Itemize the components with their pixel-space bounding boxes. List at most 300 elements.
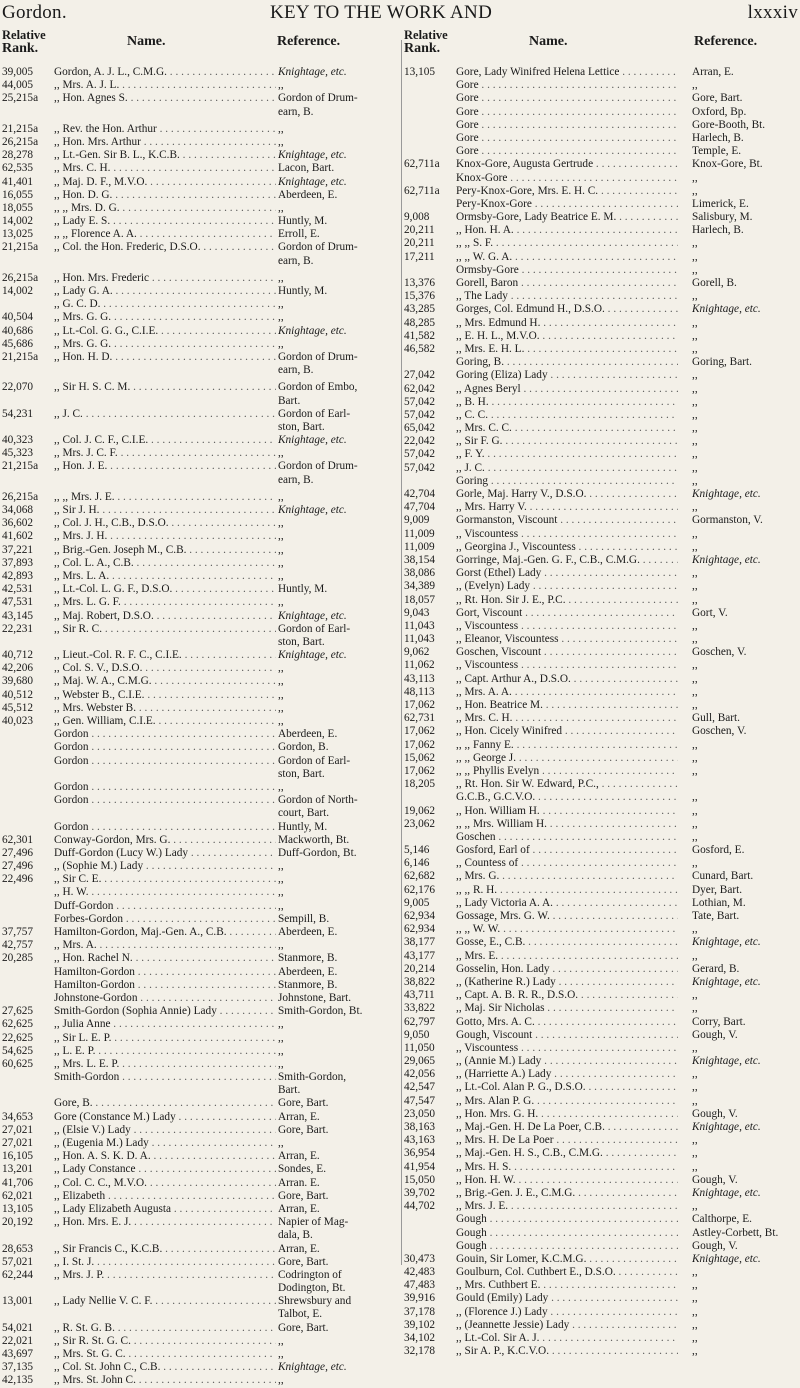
- entry-reference: Knightage, etc.: [692, 1186, 761, 1199]
- entry-reference: Knightage, etc.: [692, 303, 761, 316]
- entry-reference: Aberdeen, E.: [278, 728, 338, 741]
- entry-rank: 45,512: [2, 701, 34, 714]
- entry-row: [2, 189, 394, 202]
- entry-name: ,, Mrs. H. De La Poer . . .: [456, 1134, 678, 1147]
- entry-reference-continuation: [2, 395, 394, 408]
- entry-name: Goring, B. . . .: [456, 356, 678, 369]
- entry-row: [2, 149, 394, 162]
- entry-rank: 38,163: [404, 1121, 436, 1133]
- entry-name: ,, Col. St. John C., C.B. . . .: [54, 1361, 276, 1374]
- entry-name: ,, Lt.-Col. G. G., C.I.E. . . .: [54, 325, 276, 338]
- entry-reference: ,,: [692, 422, 698, 435]
- entry-name: Gorringe, Maj.-Gen. G. F., C.B., C.M.G. . . .: [456, 554, 678, 567]
- entry-name: ,, Julia Anne . . .: [54, 1018, 276, 1031]
- entry-rank: 37,178: [404, 1305, 436, 1318]
- entry-name: Gort, Viscount . . .: [456, 607, 678, 620]
- entry-reference: Shrewsbury and: [278, 1295, 352, 1308]
- entry-name: Gotto, Mrs. A. C. . . .: [456, 1016, 678, 1029]
- entry-name: ,, Hon. Mrs. G. H. . . .: [456, 1108, 678, 1121]
- entry-name: ,, Mrs. Edmund H. . . .: [456, 317, 678, 330]
- entry-name: ,, Maj. Sir Nicholas . . .: [456, 1002, 678, 1015]
- entry-rank: 13,105: [2, 1202, 34, 1215]
- entry-name: Gorges, Col. Edmund H., D.S.O. . . .: [456, 303, 678, 316]
- entry-reference: ,,: [692, 316, 698, 329]
- entry-row: [404, 791, 796, 804]
- entry-name: ,, Brig.-Gen. Joseph M., C.B. . . .: [54, 544, 276, 557]
- entry-reference: ,,: [692, 751, 698, 764]
- entry-reference: ,,: [692, 1266, 698, 1279]
- entry-reference: Gore, Bart.: [692, 92, 743, 105]
- entry-reference-continuation: [2, 255, 394, 268]
- entry-rank: 39,102: [404, 1318, 436, 1331]
- entry-reference: Calthorpe, E.: [692, 1213, 752, 1226]
- entry-name: Ormsby-Gore, Lady Beatrice E. M. . . .: [456, 211, 678, 224]
- entry-row: [2, 610, 394, 623]
- entry-name: ,, ,, Mrs. D. G. . . .: [54, 202, 276, 215]
- entry-name: Smith-Gordon . . .: [54, 1071, 276, 1084]
- entry-reference: ,,: [692, 791, 698, 804]
- entry-rank: 9,005: [404, 896, 430, 909]
- entry-name: ,, I. St. J. . . .: [54, 1256, 276, 1269]
- entry-name: Gordon . . .: [54, 781, 276, 794]
- entry-name: Gordon, A. J. L., C.M.G. . . .: [54, 66, 276, 79]
- entry-reference: ,,: [278, 939, 284, 952]
- entry-name: ,, Maj. D. F., M.V.O. . . .: [54, 176, 276, 189]
- entry-name: Conway-Gordon, Mrs. G. . . .: [54, 834, 276, 847]
- entry-rank: 62,711a: [404, 158, 440, 171]
- entry-reference: ,,: [692, 764, 698, 777]
- entry-reference: Goschen, V.: [692, 725, 747, 738]
- entry-rank: 42,704: [404, 488, 436, 500]
- entry-row: [404, 1108, 796, 1121]
- entry-rank: 43,145: [2, 609, 34, 622]
- entry-name: ,, Sir L. E. P. . . .: [54, 1032, 276, 1045]
- entry-row: [404, 1068, 796, 1081]
- entry-reference: ,,: [278, 447, 284, 460]
- entry-reference: ,,: [278, 1348, 284, 1360]
- entry-reference: ,,: [692, 619, 698, 632]
- entry-reference: ,,: [692, 290, 698, 303]
- entry-reference: ,,: [692, 633, 698, 646]
- entry-rank: 13,105: [404, 66, 436, 78]
- entry-name: ,, C. C. . . .: [456, 409, 678, 422]
- entry-reference-line-2: ston, Bart.: [278, 635, 325, 648]
- entry-reference: Stanmore, B.: [278, 952, 338, 965]
- entry-reference: ,,: [692, 923, 698, 936]
- entry-rank: 62,682: [404, 870, 436, 883]
- entry-name: ,, ,, Florence A. A. . . .: [54, 228, 276, 241]
- entry-row: [404, 580, 796, 593]
- entry-row: [404, 237, 796, 250]
- entry-reference: Lacon, Bart.: [278, 162, 335, 175]
- entry-reference: ,,: [278, 675, 284, 688]
- entry-name: ,, G. C. D. . . .: [54, 298, 276, 311]
- entry-reference: Gore, Bart.: [278, 1321, 329, 1334]
- entry-reference: ,,: [692, 369, 698, 382]
- entry-row: [2, 1163, 394, 1176]
- entry-name: ,, (Annie M.) Lady . . .: [456, 1055, 678, 1068]
- entry-reference: ,,: [692, 461, 698, 474]
- entry-name: ,, R. St. G. B. . . .: [54, 1322, 276, 1335]
- entry-reference: Gough, V.: [692, 1107, 738, 1120]
- entry-name: ,, Lady E. S. . . .: [54, 215, 276, 228]
- entry-rank: 41,706: [2, 1176, 34, 1189]
- entry-name: Gosse, E., C.B. . . .: [456, 936, 678, 949]
- entry-reference: Erroll, E.: [278, 228, 320, 241]
- entry-row: [2, 460, 394, 473]
- entry-reference: Arran, E.: [692, 66, 734, 78]
- entry-rank: 40,504: [2, 311, 34, 324]
- entry-reference: ,,: [278, 701, 284, 714]
- entry-reference: Knightage, etc.: [278, 1361, 347, 1374]
- entry-reference: Gordon of North-: [278, 794, 358, 807]
- entry-reference: ,,: [692, 408, 698, 421]
- entry-reference-line-2: ston, Bart.: [278, 767, 325, 780]
- entry-row: [2, 491, 394, 504]
- entry-reference: ,,: [692, 435, 698, 448]
- entry-name: ,, Sir F. G. . . .: [456, 435, 678, 448]
- entry-row: [2, 1005, 394, 1018]
- entry-rank: 36,602: [2, 517, 34, 530]
- entry-reference: Knightage, etc.: [692, 936, 761, 949]
- entry-row: [404, 1187, 796, 1200]
- entry-rank: 57,042: [404, 408, 436, 421]
- entry-reference: ,,: [692, 527, 698, 540]
- entry-row: [2, 408, 394, 421]
- entry-reference: ,,: [692, 567, 698, 580]
- entry-row: [404, 172, 796, 185]
- entry-rank: 20,214: [404, 962, 436, 975]
- entry-reference: Knightage, etc.: [278, 66, 347, 78]
- entry-rank: 62,711a: [404, 184, 440, 197]
- entry-reference: ,,: [278, 517, 284, 530]
- entry-name: ,, Mrs. G. G. . . .: [54, 338, 276, 351]
- entry-reference: ,,: [692, 382, 698, 395]
- entry-reference: Arran, E.: [278, 1202, 320, 1215]
- reference-heading: Reference.: [277, 34, 341, 49]
- entry-row: [404, 554, 796, 567]
- entry-reference: Gort, V.: [692, 606, 728, 619]
- entry-reference: ,,: [692, 738, 698, 751]
- entry-row: [404, 936, 796, 949]
- entry-name: Gordon . . .: [54, 728, 276, 741]
- entry-name: ,, Capt. Arthur A., D.S.O. . . .: [456, 673, 678, 686]
- entry-row: [2, 1032, 394, 1045]
- entry-name: ,, (Sophie M.) Lady . . .: [54, 860, 276, 873]
- entry-reference: Huntly, M.: [278, 583, 328, 596]
- entry-reference: Sondes, E.: [278, 1163, 327, 1176]
- entry-rank: 54,231: [2, 407, 34, 420]
- entry-row: [2, 1216, 394, 1229]
- column-headings: [404, 28, 796, 66]
- entry-name: Gore . . .: [456, 106, 678, 119]
- entry-rank: 48,285: [404, 316, 436, 329]
- entry-rank: 27,496: [2, 860, 34, 873]
- entry-name: ,, Georgina J., Viscountess . . .: [456, 541, 678, 554]
- entry-row: [404, 725, 796, 738]
- entry-rank: 9,062: [404, 646, 430, 659]
- entry-row: [404, 1147, 796, 1160]
- entry-row: [404, 435, 796, 448]
- entry-reference: ,,: [278, 135, 284, 148]
- entry-rank: 15,376: [404, 290, 436, 303]
- entry-row: [2, 517, 394, 530]
- entry-reference: ,,: [692, 501, 698, 514]
- entry-reference-continuation: [2, 1282, 394, 1295]
- entry-name: ,, Mrs. L. E. P. . . .: [54, 1058, 276, 1071]
- entry-rank: 9,009: [404, 514, 430, 527]
- entry-rank: 40,512: [2, 688, 34, 701]
- right-entries: [404, 66, 796, 1358]
- entry-reference: ,,: [692, 949, 698, 962]
- entry-rank: 41,602: [2, 530, 34, 543]
- entry-row: [404, 1002, 796, 1015]
- entry-name: ,, Countess of . . .: [456, 857, 678, 870]
- entry-reference: Gull, Bart.: [692, 712, 741, 725]
- entry-rank: 45,323: [2, 447, 34, 460]
- entry-name: Hamilton-Gordon, Maj.-Gen. A., C.B. . . .: [54, 926, 276, 939]
- entry-rank: 43,177: [404, 949, 436, 962]
- entry-rank: 37,893: [2, 556, 34, 569]
- entry-reference: Napier of Mag-: [278, 1216, 349, 1229]
- entry-row: [404, 409, 796, 422]
- entry-row: [2, 1018, 394, 1031]
- entry-reference-line-2: ston, Bart.: [278, 420, 325, 433]
- entry-reference: Gordon of Drum-: [278, 350, 358, 363]
- entry-row: [404, 303, 796, 316]
- entry-row: [2, 715, 394, 728]
- entry-rank: 57,042: [404, 395, 436, 408]
- entry-reference: Gordon of Earl-: [278, 754, 351, 767]
- entry-reference: Gordon of Drum-: [278, 92, 358, 105]
- entry-row: [2, 741, 394, 754]
- entry-reference: ,,: [278, 596, 284, 609]
- entry-rank: 41,954: [404, 1160, 436, 1173]
- entry-reference: Gough, V.: [692, 1173, 738, 1186]
- entry-name: Gosselin, Hon. Lady . . .: [456, 963, 678, 976]
- entry-row: [404, 211, 796, 224]
- column-headings: [2, 28, 394, 66]
- entry-row: [2, 649, 394, 662]
- entry-rank: 37,757: [2, 926, 34, 938]
- entry-name: ,, Webster B., C.I.E. . . .: [54, 689, 276, 702]
- entry-row: [404, 1016, 796, 1029]
- entry-row: [404, 251, 796, 264]
- entry-row: [404, 369, 796, 382]
- entry-name: ,, Maj.-Gen. H. S., C.B., C.M.G. . . .: [456, 1147, 678, 1160]
- entry-row: [404, 475, 796, 488]
- entry-reference: Gordon of Embo,: [278, 381, 358, 394]
- entry-reference: ,,: [692, 79, 698, 92]
- entry-name: Gorell, Baron . . .: [456, 277, 678, 290]
- entry-rank: 44,702: [404, 1200, 436, 1213]
- entry-row: [404, 778, 796, 791]
- entry-row: [2, 325, 394, 338]
- entry-reference: ,,: [692, 263, 698, 276]
- entry-row: [404, 607, 796, 620]
- entry-reference: Gerard, B.: [692, 962, 740, 975]
- entry-row: [2, 123, 394, 136]
- entry-name: Gouin, Sir Lomer, K.C.M.G. . . .: [456, 1253, 678, 1266]
- entry-name: ,, Hon. Mrs. E. J. . . .: [54, 1216, 276, 1229]
- entry-rank: 47,483: [404, 1279, 436, 1292]
- entry-reference-continuation: [2, 1229, 394, 1242]
- entry-reference: ,,: [692, 1345, 698, 1358]
- entry-reference: ,,: [278, 873, 284, 886]
- entry-row: [404, 185, 796, 198]
- entry-rank: 43,697: [2, 1348, 34, 1360]
- entry-name: Smith-Gordon (Sophia Annie) Lady . . .: [54, 1005, 276, 1018]
- entry-rank: 13,001: [2, 1295, 34, 1308]
- entry-row: [404, 422, 796, 435]
- entry-row: [2, 689, 394, 702]
- entry-row: [2, 447, 394, 460]
- entry-name: ,, Sir A. P., K.C.V.O. . . .: [456, 1345, 678, 1358]
- entry-rank: 14,002: [2, 215, 34, 228]
- entry-reference-line-2: Bart.: [278, 394, 301, 407]
- entry-name: Gough . . .: [456, 1213, 678, 1226]
- entry-row: [2, 381, 394, 394]
- entry-reference: Gosford, E.: [692, 844, 745, 857]
- entry-row: [404, 66, 796, 79]
- entry-rank: 27,021: [2, 1137, 34, 1149]
- entry-rank: 18,055: [2, 201, 34, 214]
- entry-row: [2, 926, 394, 939]
- entry-row: [2, 202, 394, 215]
- entry-rank: 62,934: [404, 923, 436, 936]
- entry-reference: ,,: [692, 685, 698, 698]
- entry-rank: 21,215a: [2, 350, 39, 363]
- entry-name: ,, Mrs. E. H. L. . . .: [456, 343, 678, 356]
- entry-row: [404, 1029, 796, 1042]
- entry-name: Hamilton-Gordon . . .: [54, 966, 276, 979]
- entry-rank: 16,105: [2, 1150, 34, 1163]
- entry-reference: ,,: [692, 1332, 698, 1344]
- entry-row: [2, 530, 394, 543]
- entry-reference: ,,: [278, 530, 284, 543]
- entry-row: [404, 290, 796, 303]
- entry-row: [404, 1042, 796, 1055]
- entry-row: [2, 241, 394, 254]
- entry-reference: Stanmore, B.: [278, 978, 338, 991]
- entry-rank: 41,401: [2, 175, 34, 188]
- entry-row: [2, 979, 394, 992]
- entry-name: Ormsby-Gore . . .: [456, 264, 678, 277]
- entry-rank: 44,005: [2, 79, 34, 92]
- entry-row: [2, 966, 394, 979]
- entry-reference: Limerick, E.: [692, 197, 749, 210]
- entry-reference: Knightage, etc.: [278, 504, 347, 516]
- entry-rank: 38,154: [404, 553, 436, 566]
- entry-reference: Knightage, etc.: [278, 175, 347, 188]
- entry-rank: 34,102: [404, 1332, 436, 1344]
- entry-row: [404, 870, 796, 883]
- entry-reference-continuation: [2, 807, 394, 820]
- entry-row: [404, 528, 796, 541]
- entry-row: [2, 939, 394, 952]
- entry-row: [2, 781, 394, 794]
- entry-name: ,, Viscountess . . .: [456, 528, 678, 541]
- entry-row: [404, 1292, 796, 1305]
- entry-row: [2, 570, 394, 583]
- entry-row: [404, 356, 796, 369]
- entry-row: [2, 272, 394, 285]
- entry-name: ,, Col. J. C. F., C.I.E. . . .: [54, 434, 276, 447]
- entry-row: [404, 277, 796, 290]
- entry-name: ,, J. C. . . .: [54, 408, 276, 421]
- rank-heading: Relative: [404, 28, 448, 42]
- entry-row: [404, 158, 796, 171]
- entry-reference: Knightage, etc.: [278, 434, 347, 447]
- entry-name: Gough . . .: [456, 1240, 678, 1253]
- entry-name: Gordon . . .: [54, 741, 276, 754]
- entry-name: ,, Mrs. St. G. C. . . .: [54, 1348, 276, 1361]
- entry-reference: ,,: [692, 1305, 698, 1318]
- entry-name: ,, Sir C. E. . . .: [54, 873, 276, 886]
- entry-reference: Gough, V.: [692, 1028, 738, 1041]
- entry-row: [404, 1332, 796, 1345]
- entry-name: ,, Capt. A. B. R. R., D.S.O. . . .: [456, 989, 678, 1002]
- entry-row: [404, 343, 796, 356]
- entry-rank: 38,177: [404, 936, 436, 949]
- entry-rank: 38,822: [404, 975, 436, 988]
- entry-row: [404, 594, 796, 607]
- entry-name: ,, Mrs. Alan P. G. . . .: [456, 1095, 678, 1108]
- entry-name: Knox-Gore . . .: [456, 172, 678, 185]
- entry-row: [404, 514, 796, 527]
- entry-reference: Knightage, etc.: [692, 1252, 761, 1265]
- entry-row: [2, 1361, 394, 1374]
- entry-row: [2, 504, 394, 517]
- entry-name: ,, Viscountess . . .: [456, 1042, 678, 1055]
- entry-row: [2, 702, 394, 715]
- entry-rank: 37,221: [2, 543, 34, 556]
- entry-name: ,, Lady G. A. . . .: [54, 285, 276, 298]
- entry-reference: Arran, E.: [278, 1150, 320, 1163]
- entry-rank: 11,009: [404, 540, 435, 553]
- entry-reference-line-2: dala, B.: [278, 1229, 313, 1242]
- entry-rank: 40,686: [2, 324, 34, 337]
- entry-row: [404, 132, 796, 145]
- entry-name: ,, (Harriette A.) Lady . . .: [456, 1068, 678, 1081]
- entry-rank: 13,201: [2, 1163, 34, 1176]
- entry-rank: 5,146: [404, 844, 430, 857]
- entry-reference: Goring, Bart.: [692, 356, 752, 369]
- entry-row: [404, 831, 796, 844]
- entry-reference: ,,: [692, 593, 698, 606]
- entry-rank: 41,582: [404, 329, 436, 342]
- entry-row: [2, 847, 394, 860]
- entry-reference: ,,: [692, 1002, 698, 1015]
- entry-row: [2, 66, 394, 79]
- entry-reference: ,,: [278, 201, 284, 214]
- entry-rank: 62,934: [404, 910, 436, 922]
- entry-rank: 62,021: [2, 1189, 34, 1202]
- left-entries: [2, 66, 394, 1388]
- entry-rank: 43,285: [404, 303, 436, 316]
- entry-name: ,, Mrs. A. J. L. . . .: [54, 79, 276, 92]
- entry-row: [2, 176, 394, 189]
- entry-reference: ,,: [278, 1334, 284, 1347]
- entry-rank: 42,893: [2, 569, 34, 582]
- entry-rank: 39,702: [404, 1186, 436, 1199]
- entry-row: [404, 501, 796, 514]
- entry-name: ,, Lady Elizabeth Augusta . . .: [54, 1203, 276, 1216]
- entry-reference: Dyer, Bart.: [692, 883, 743, 896]
- entry-rank: 14,002: [2, 285, 34, 297]
- entry-name: ,, Brig.-Gen. J. E., C.M.G. . . .: [456, 1187, 678, 1200]
- entry-name: Goring (Eliza) Lady . . .: [456, 369, 678, 382]
